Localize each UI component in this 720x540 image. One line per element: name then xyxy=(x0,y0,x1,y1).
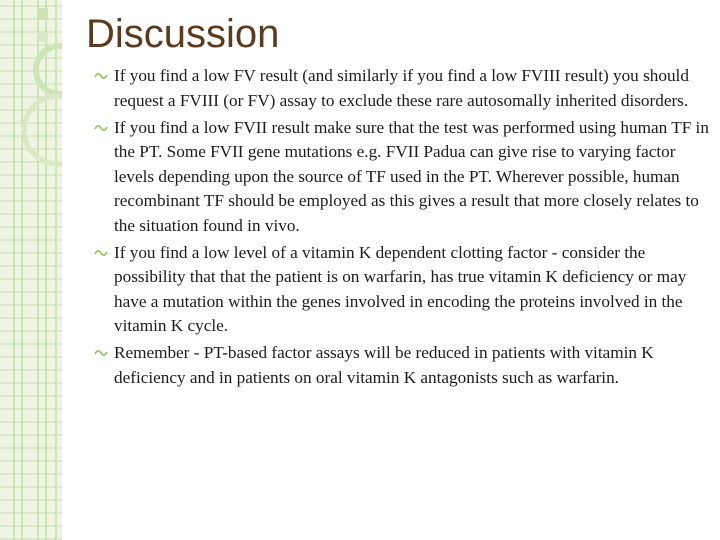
decorative-side-strip xyxy=(0,0,62,540)
bullet-item xyxy=(94,116,716,239)
bullet-text: If you find a low FV result (and similarly if you find a low FVIII result) you should request a FVIII (or FV) assay to exclude these rare autosomally inherited disorders. xyxy=(114,66,689,110)
bullet-text: If you find a low FVII result make sure that the test was performed using human TF in the PT. Some FVII gene mutations e.g. FVII Padua can give rise to varying factor levels depending upon the source of TF used in the PT. Wherever possible, human recombinant TF should be employed as this gives a result that more closely relates to the situation found in vivo. xyxy=(114,117,709,235)
bullet-list xyxy=(94,64,716,393)
bullet-item xyxy=(94,341,716,390)
wavy-dash-bullet-icon xyxy=(94,343,108,363)
wavy-dash-bullet-icon xyxy=(94,118,108,138)
slide-title: Discussion xyxy=(86,12,280,56)
bullet-item xyxy=(94,241,716,339)
bullet-text: If you find a low level of a vitamin K dependent clotting factor - consider the possibility that that the patient is on warfarin, has true vitamin K deficiency or may have a mutation within the genes involved in encoding the proteins involved in the vitamin K cycle. xyxy=(114,242,687,335)
wavy-dash-bullet-icon xyxy=(94,243,108,263)
bullet-item xyxy=(94,64,716,113)
bullet-text: Remember - PT-based factor assays will be reduced in patients with vitamin K deficiency and in patients on oral vitamin K antagonists such as warfarin. xyxy=(114,343,654,387)
decorative-grid-pattern xyxy=(0,0,62,540)
wavy-dash-bullet-icon xyxy=(94,66,108,86)
